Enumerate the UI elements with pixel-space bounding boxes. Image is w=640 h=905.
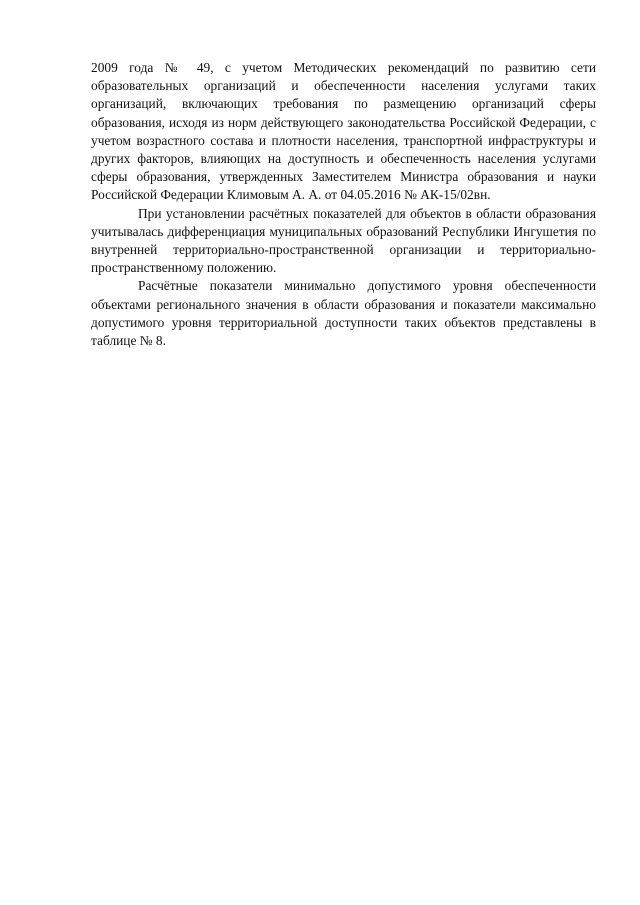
body-text [91,59,596,350]
paragraph-calculation-indicators: При установлении расчётных показателей для объектов в области образования учитывалась дифференциация муниципальных образований Республики Ингушетия по внутренней территориально-пространственной организации и территориально-пространственному положению. [91,205,596,276]
paragraph-continuation: 2009 года № 49, с учетом Методических рекомендаций по развитию сети образовательных организаций и обеспеченности населения услугами таких организаций, включающих требования по размещению организаций сферы образования, исходя из норм действующего законодательства Российской Федерации, с учетом возрастного состава и плотности населения, транспортной инфраструктуры и других факторов, влияющих на доступность и обеспеченность населения услугами сферы образования, утвержденных Заместителем Министра образования и науки Российской Федерации Климовым А. А. от 04.05.2016 № АК-15/02вн. [91,60,596,203]
paragraph-table-reference: Расчётные показатели минимально допустимого уровня обеспеченности объектами регионального значения в области образования и показатели максимально допустимого уровня территориальной доступности таких объектов представлены в таблице № 8. [91,278,596,349]
